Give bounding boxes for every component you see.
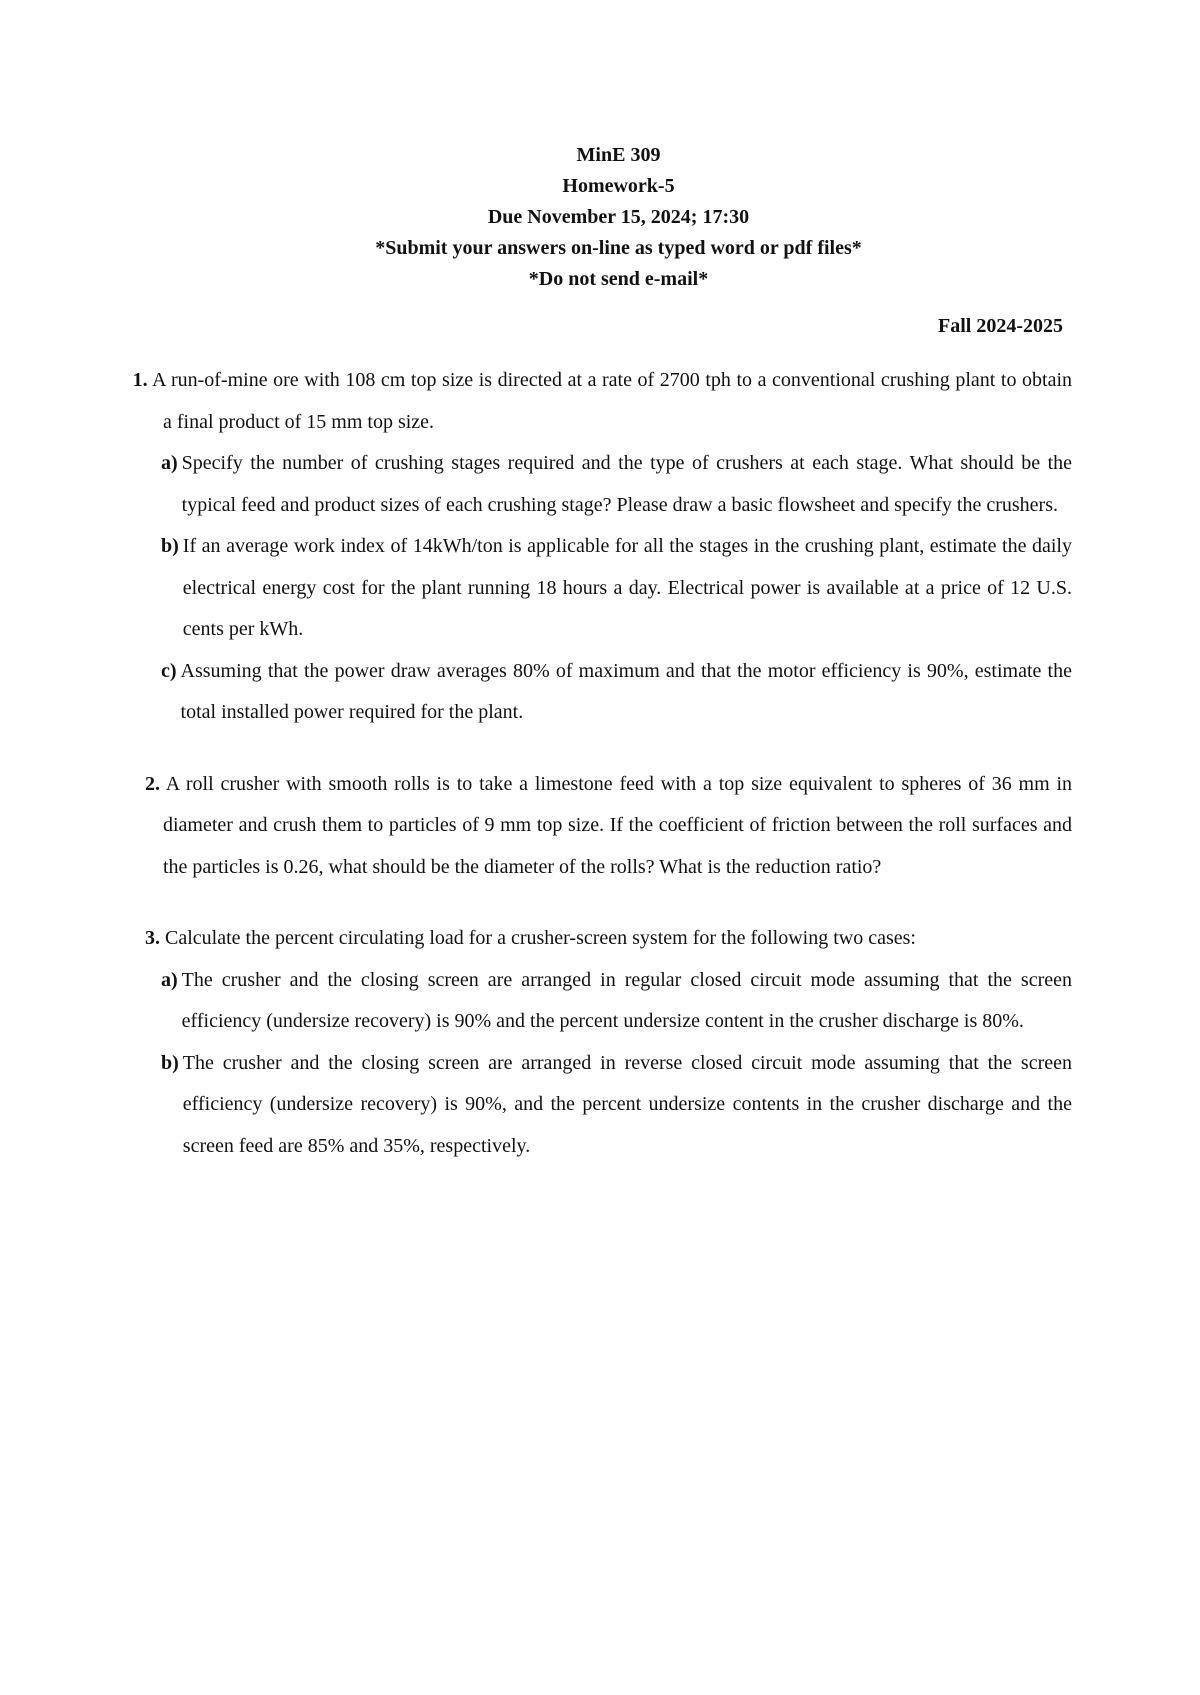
part-text: If an average work index of 14kWh/ton is applicable for all the stages in the crushing plant, estimate the daily electrical energy cost for the plant running 18 hours a day. Electrical power is available at a price of 12 U.S. cents per kWh. xyxy=(182,535,1072,640)
part-text: The crusher and the closing screen are arranged in reverse closed circuit mode assuming that the screen efficiency (undersize recovery) is 90%, and the percent undersize contents in the crusher discharge and the screen feed are 85% and 35%, respectively. xyxy=(182,1051,1072,1157)
due-date: Due November 15, 2024; 17:30 xyxy=(487,206,750,228)
question-2 xyxy=(145,764,1072,889)
question-text: Calculate the percent circulating load for a crusher-screen system for the following two cases: xyxy=(165,927,916,949)
question-2-stem xyxy=(145,764,1072,889)
course-code: MinE 309 xyxy=(576,144,661,166)
part-label: a) xyxy=(161,968,178,991)
question-1-stem xyxy=(132,360,1073,443)
part-label: b) xyxy=(161,535,179,557)
question-3-part-a xyxy=(145,960,1072,1043)
question-1-part-c xyxy=(145,651,1072,734)
email-note: *Do not send e-mail* xyxy=(528,268,709,290)
part-text: Specify the number of crushing stages required and the type of crushers at each stage. What should be the typical feed and product sizes of each crushing stage? Please draw a basic flowsheet and specify the crushers. xyxy=(181,452,1072,516)
question-3-stem xyxy=(145,918,1072,960)
question-text: A run-of-mine ore with 108 cm top size is directed at a rate of 2700 tph to a conventional crushing plant to obtain a final product of 15 mm top size. xyxy=(152,369,1073,433)
question-text: A roll crusher with smooth rolls is to take a limestone feed with a top size equivalent to spheres of 36 mm in diameter and crush them to particles of 9 mm top size. If the coefficient of friction between the roll surfaces and the particles is 0.26, what should be the diameter of the rolls? What is the reduction ratio? xyxy=(163,772,1072,878)
question-1-part-a xyxy=(145,443,1072,526)
submission-note: *Submit your answers on-line as typed word or pdf files* xyxy=(375,237,862,259)
term-label: Fall 2024-2025 xyxy=(938,315,1063,337)
question-3 xyxy=(145,918,1072,1167)
question-3-part-b xyxy=(145,1043,1072,1168)
question-number: 1. xyxy=(132,369,148,391)
question-1 xyxy=(132,360,1073,734)
assignment-title: Homework-5 xyxy=(562,175,675,197)
part-label: c) xyxy=(161,659,177,682)
document-header xyxy=(145,140,1072,295)
part-text: The crusher and the closing screen are arranged in regular closed circuit mode assuming that the screen efficiency (undersize recovery) is 90% and the percent undersize content in the crusher discharge is 80%. xyxy=(181,968,1072,1032)
part-label: b) xyxy=(161,1051,179,1074)
part-label: a) xyxy=(161,452,178,474)
question-1-part-b xyxy=(145,526,1072,651)
part-text: Assuming that the power draw averages 80% of maximum and that the motor efficiency is 90%, estimate the total installed power required for the plant. xyxy=(180,659,1072,723)
question-number: 3. xyxy=(145,927,160,949)
question-number: 2. xyxy=(145,772,160,795)
